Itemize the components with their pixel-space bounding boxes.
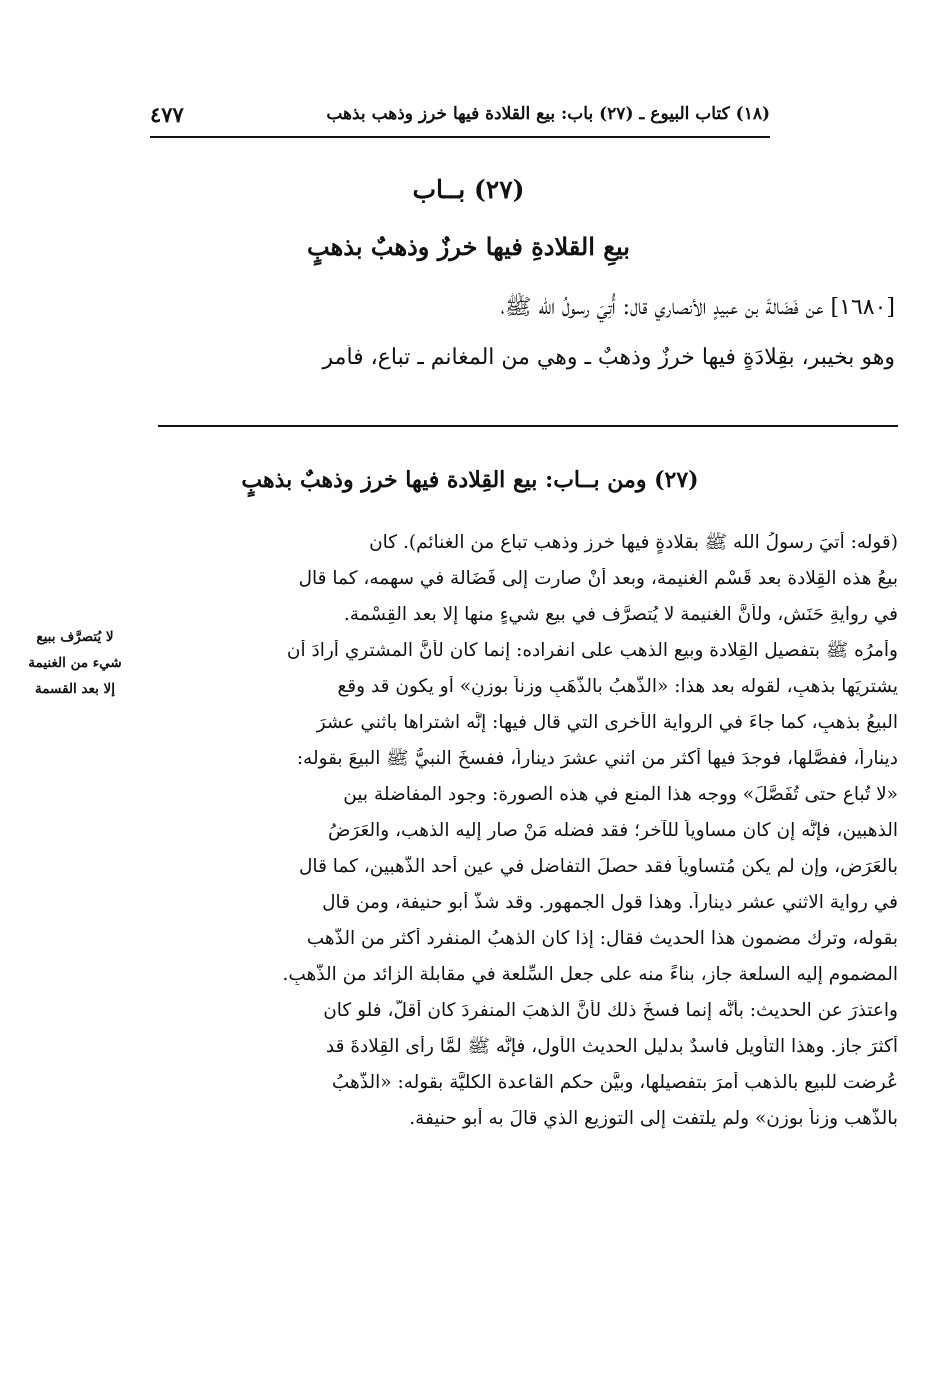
commentary-line: عُرِضت للبيع بالذهب أمرَ بتفصيلها، وبيَّن حكم القاعدة الكليَّة بقوله: «الذَّهبُ [331, 1072, 898, 1093]
commentary-line: واعتذرَ عن الحديث: بأنَّه إنما فسخَ ذلك لأنَّ الذهبَ المنفردَ كان أقلَّ، فلو كان [323, 1000, 898, 1021]
commentary-line: البيعُ بذهبٍ، كما جاءَ في الرواية الأخرى التي قال فيها: إنَّه اشتراها باثني عشرَ [316, 712, 898, 733]
running-header [150, 102, 770, 132]
commentary-title: (٢٧) ومن بــاب: بيع القِلادة فيها خرز وذهبٌ بذهبٍ [241, 467, 699, 493]
hadith-line: [١٦٨٠] عن فَضَالةَ بن عبيدٍ الأنصاري قال: أُتِيَ رسولُ الله ﷺ، [500, 295, 895, 320]
commentary-line: (قوله: أُتيَ رسولُ الله ﷺ بقلادةٍ فيها خرز وذهب تباع من الغنائم). كان [369, 532, 898, 553]
commentary-line: الذهبين، فإنَّه إن كان مساوياً للآخر؛ فقد فضله مَنْ صار إليه الذهب، والعَرَضُ [327, 820, 898, 841]
commentary-line: بقوله، وترك مضمون هذا الحديث فقال: إذا كان الذهبُ المنفرد أكثر من الذَّهب [306, 928, 898, 949]
commentary-line: بالعَرَض، وإن لم يكن مُتساوياً فقد حصلَ التفاضل في عين أحد الذَّهبين، كما قال [298, 856, 898, 877]
margin-note [2, 624, 148, 702]
commentary-line: في رواية الاثني عشر ديناراً. وهذا قول الجمهور. وقد شذَّ أبو حنيفة، ومن قال [322, 892, 898, 913]
commentary-line: أكثرَ جاز. وهذا التأويل فاسدٌ بدليل الحديث الأول، فإنَّه ﷺ لمَّا رأى القِلادةَ قد [325, 1036, 898, 1057]
commentary-line: بيعُ هذه القِلادة بعد قَسْم الغنيمة، وبعد أنْ صارت إلى فَضَالة في سهمه، كما قال [298, 568, 898, 589]
commentary-line: يشتريَها بذهبٍ، لقوله بعد هذا: «الذَّهبُ بالذَّهَبِ وزناً بوزنٍ» أو يكون قد وقع [337, 676, 898, 697]
commentary-line: المضموم إليه السلعة جاز، بناءً منه على جعل السِّلعة في مقابلة الزائد من الذَّهبِ. [282, 964, 898, 985]
margin-note-line: شيء من الغنيمة [28, 655, 122, 671]
chapter-title: بيعِ القلادةِ فيها خرزٌ وذهبٌ بذهبٍ [307, 232, 630, 261]
running-title: (١٨) كتاب البيوع ـ (٢٧) باب: بيع القلادة فيها خرز وذهب بذهب [326, 104, 770, 124]
commentary-line: بالذَّهب وزناً بوزن» ولم يلتفت إلى التوزيع الذي قالَ به أبو حنيفة. [409, 1108, 898, 1129]
commentary-line: «لا تُباع حتى تُفَصَّلَ» ووجه هذا المنع في هذه الصورة: وجود المفاضلة بين [343, 784, 898, 805]
commentary-line: وأمرُه ﷺ بتفصيل القِلادة وبيع الذهب على انفراده: إنما كان لأنَّ المشتري أرادَ أن [286, 640, 898, 661]
hadith-line: وهو بخيبر، بقِلادَةٍ فيها خرزٌ وذهبٌ ـ وهي من المغانم ـ تباع، فأمر [322, 345, 895, 370]
section-divider [158, 425, 898, 427]
header-rule [150, 136, 770, 138]
commentary-line: في روايةِ حَنَشٍ، ولأنَّ الغنيمة لا يُتصرَّف في بيعِ شيءٍ منها إلا بعد القِسْمة. [343, 604, 898, 625]
margin-note-line: لا يُتصرَّف ببيع [36, 629, 114, 645]
margin-note-line: إلا بعد القسمة [35, 681, 115, 697]
chapter-number: (٢٧) بــاب [412, 175, 525, 204]
page-number: ٤٧٧ [150, 102, 184, 127]
commentary-line: ديناراً، ففصَّلها، فوجدَ فيها أكثر من اثني عشرَ ديناراً، ففسخَ النبيُّ ﷺ البيعَ بقوله: [296, 748, 898, 769]
